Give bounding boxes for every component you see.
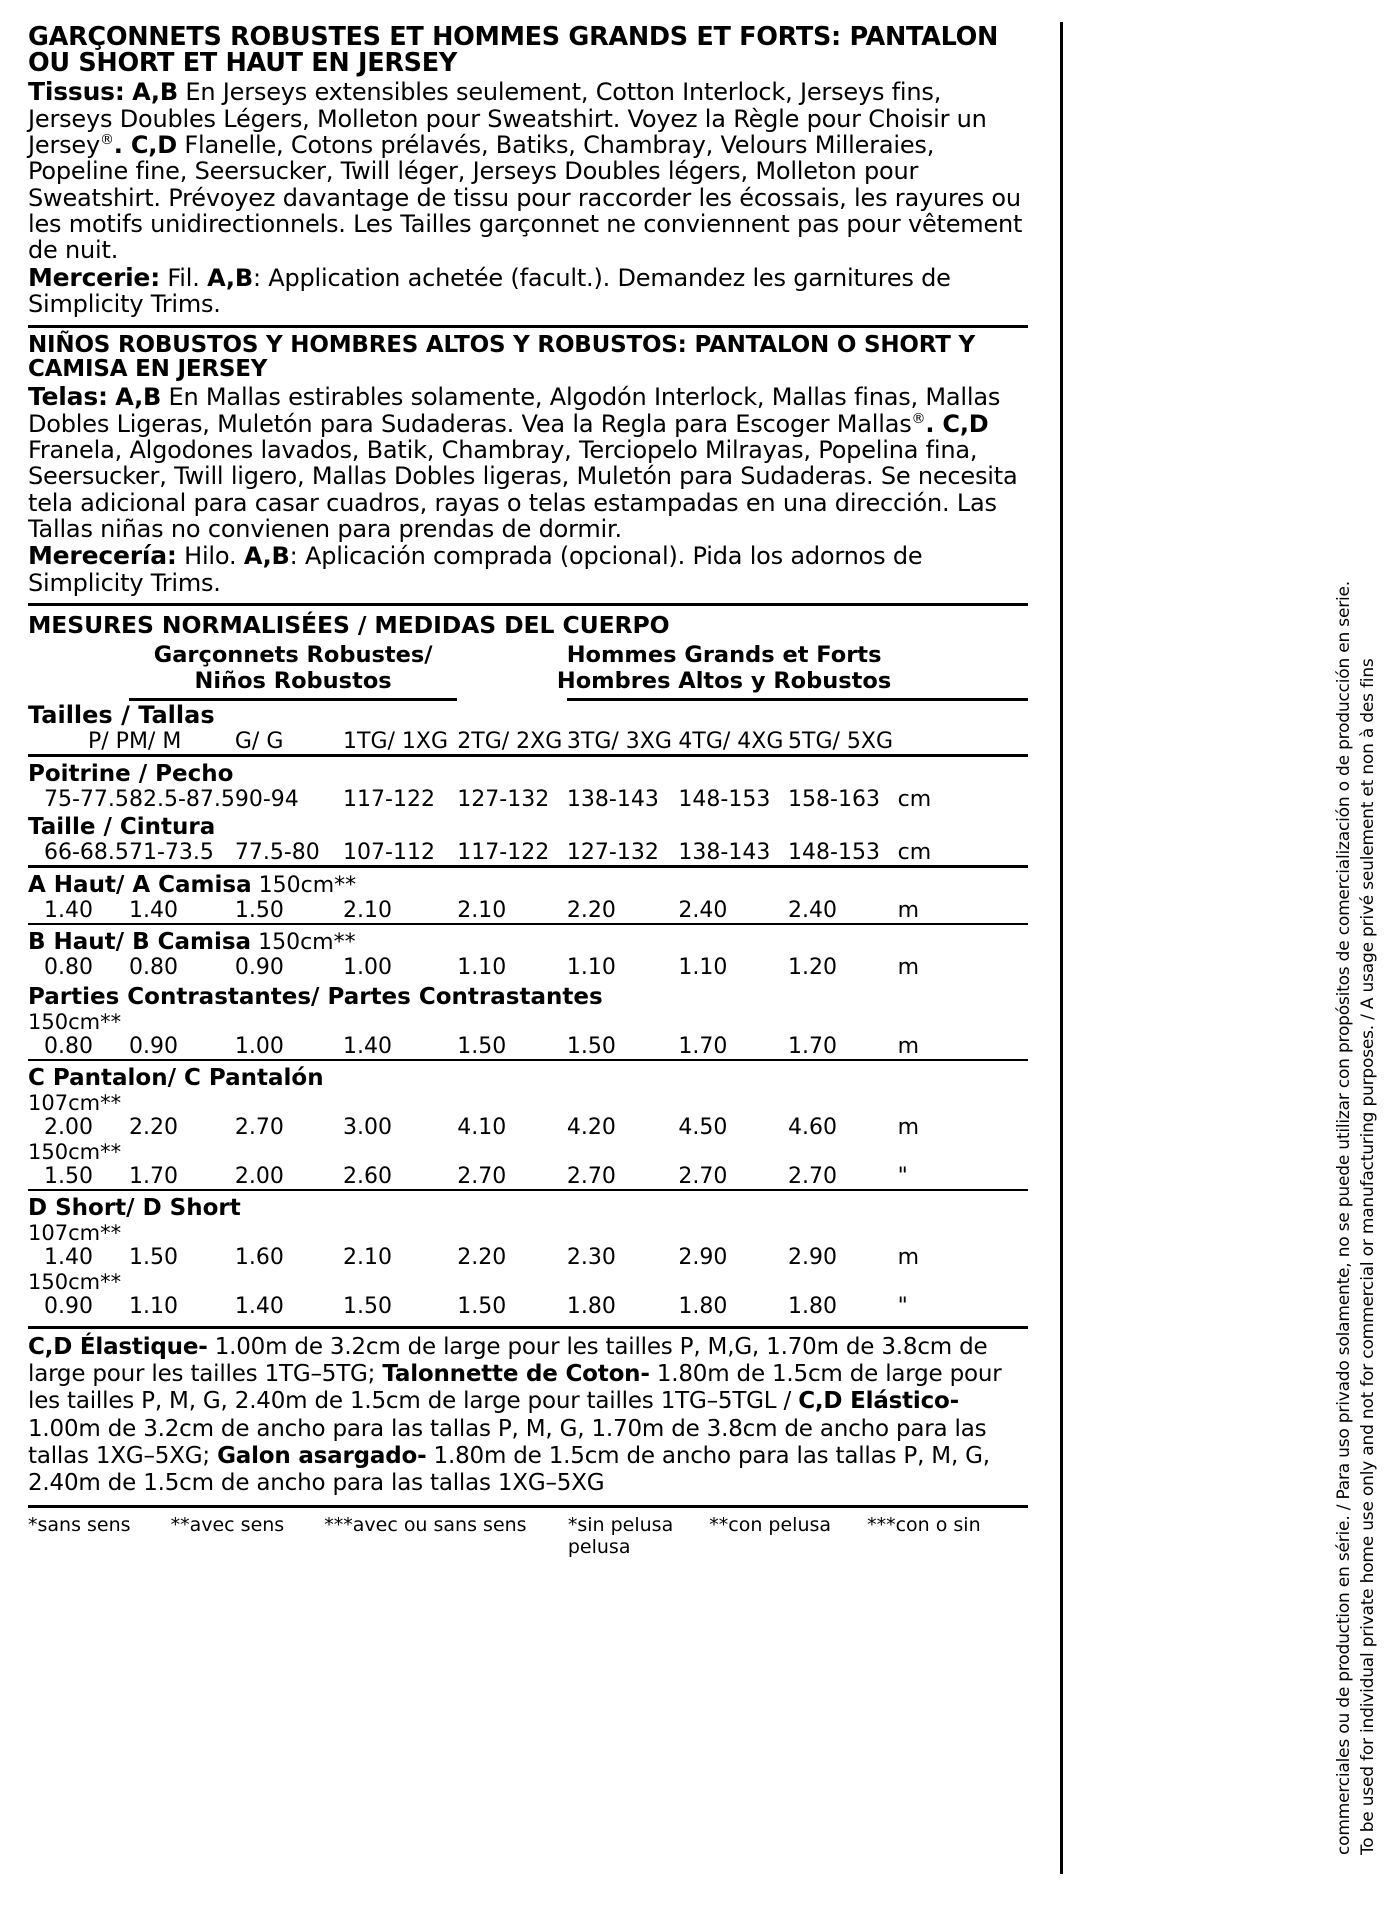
- table-row: [28, 1294, 1028, 1319]
- elastic-label-es: C,D Elástico-: [798, 1388, 959, 1415]
- waist-value-7: 148-153: [788, 840, 880, 866]
- chest-value-3: 117-122: [343, 787, 435, 813]
- divider-before-footnotes: [28, 1505, 1028, 1508]
- chest-value-5: 138-143: [566, 787, 659, 813]
- spanish-fabric-paragraph: [28, 383, 1028, 542]
- french-notions-paragraph: [28, 264, 1028, 318]
- d-short-b-value-6: 1.80: [678, 1294, 728, 1320]
- footnote-es-1: **con pelusa: [709, 1513, 832, 1536]
- a-top-value-2: 1.50: [234, 898, 284, 924]
- contrast-value-1: 0.90: [128, 1034, 178, 1060]
- size-columns-row: [28, 729, 1028, 756]
- b-top-unit: m: [897, 955, 920, 981]
- b-top-value-6: 1.10: [678, 955, 728, 981]
- row-prefix-c-pants-1: [28, 1091, 1028, 1115]
- registered-mark-icon: ®: [99, 131, 114, 148]
- side-legal-line-1: To be used for individual private home use only and not for commercial or manufacturing purposes. / A usage privé seulement et non à des fins: [1358, 658, 1378, 1855]
- spanish-notions-label: Merecería:: [28, 541, 177, 571]
- divider-after-french: [28, 325, 1028, 328]
- size-col-3: 1TG/ 1XG: [343, 729, 449, 755]
- label-chest: Poitrine / Pecho: [28, 756, 1028, 788]
- contrast-width-0: 150cm**: [28, 1010, 122, 1035]
- size-col-7: 5TG/ 5XG: [788, 729, 894, 755]
- spanish-fabric-label: Telas:: [28, 382, 108, 412]
- size-col-0: P/ P: [88, 729, 129, 755]
- sizes-title-row: [28, 700, 1028, 730]
- twill-tape-label-fr: Talonnette de Coton-: [382, 1361, 650, 1388]
- c-pants-b-value-4: 2.70: [457, 1164, 507, 1190]
- group-header-boys: [129, 643, 457, 695]
- row-prefix-contrast: [28, 1010, 1028, 1034]
- chest-value-7: 158-163: [788, 787, 880, 813]
- c-pants-a-value-2: 2.70: [234, 1115, 284, 1141]
- size-col-6: 4TG/ 4XG: [678, 729, 784, 755]
- d-short-b-value-7: 1.80: [788, 1294, 837, 1320]
- spanish-notions-codes: A,B: [243, 542, 290, 571]
- label-a-top-width: 150cm**: [258, 873, 357, 899]
- label-a-top: [28, 867, 1028, 899]
- row-label-a-top: [28, 867, 1028, 899]
- table-row: [28, 1164, 1028, 1190]
- chest-value-6: 148-153: [678, 787, 771, 813]
- footnotes: [28, 1514, 1028, 1558]
- b-top-value-1: 0.80: [128, 955, 178, 981]
- group-header-row: [28, 643, 1028, 695]
- table-row: [28, 840, 1028, 867]
- a-top-value-7: 2.40: [788, 898, 837, 924]
- spanish-notions-text-3: : Aplicación comprada (opcional). Pida los adornos de Simplicity Trims.: [28, 542, 923, 597]
- contrast-value-4: 1.50: [457, 1034, 507, 1060]
- d-short-a-value-5: 2.30: [566, 1245, 616, 1271]
- spanish-fabric-text-2: En Mallas estirables solamente, Algodón Interlock, Mallas finas, Mallas Dobles Ligeras, Muletón para Sudaderas. Vea la Regla para Escoger Mallas: [28, 383, 1001, 438]
- row-label-contrast: [28, 980, 1028, 1010]
- french-fabric-label: Tissus:: [28, 77, 125, 106]
- divider-before-elastic: [28, 1326, 1028, 1329]
- french-notions-text-1: Fil.: [160, 263, 208, 292]
- c-pants-a-value-3: 3.00: [343, 1115, 392, 1141]
- row-prefix-d-short-1: [28, 1221, 1028, 1245]
- divider-after-spanish: [28, 603, 1028, 606]
- french-fabric-text-2: En Jerseys extensibles seulement, Cotton Interlock, Jerseys fins, Jerseys Doubles Légers, Molleton pour Sweatshirt. Voyez la Règle pour Choisir un Jersey: [28, 78, 987, 159]
- d-short-b-value-1: 1.10: [128, 1294, 178, 1320]
- twill-tape-text-fr: 1.80m de 1.5cm de large pour les tailles P, M, G, 2.40m de 1.5cm de large pour tailles 1TG–5TGL /: [28, 1361, 1002, 1415]
- contrast-value-2: 1.00: [234, 1034, 284, 1060]
- footnotes-spanish: [568, 1514, 1028, 1558]
- b-top-value-7: 1.20: [788, 955, 837, 981]
- elastic-note: [28, 1334, 1028, 1497]
- french-fabric-text-4: Flanelle, Cotons prélavés, Batiks, Chambray, Velours Milleraies, Popeline fine, Seersucker, Twill léger, Jerseys Doubles légers, Molleton pour Sweatshirt. Prévoyez davantage de tissu pour raccorder les écossais, les rayures ou les motifs unidirectionnels. Les Tailles garçonnet ne conviennent pas pour vêtement de nuit.: [28, 130, 1023, 265]
- waist-value-2: 77.5-80: [234, 840, 320, 866]
- row-label-chest: [28, 756, 1028, 788]
- d-short-b-value-0: 0.90: [44, 1294, 93, 1320]
- row-prefix-d-short-2: [28, 1270, 1028, 1294]
- french-notions-text-3: : Application achetée (facult.). Demandez les garnitures de Simplicity Trims.: [28, 263, 951, 319]
- french-fabric-paragraph: [28, 78, 1028, 264]
- b-top-value-3: 1.00: [343, 955, 392, 981]
- c-pants-b-value-5: 2.70: [566, 1164, 616, 1190]
- d-short-b-value-3: 1.50: [343, 1294, 392, 1320]
- d-short-b-value-5: 1.80: [566, 1294, 616, 1320]
- a-top-unit: m: [897, 898, 920, 924]
- contrast-unit: m: [897, 1034, 920, 1060]
- table-row: [28, 787, 1028, 812]
- group-header-boys-line1: Garçonnets Robustes/: [153, 642, 433, 669]
- french-fabric-codes-1: A,B: [132, 78, 178, 106]
- side-legal-notice: [1318, 40, 1382, 1870]
- chest-value-0: 75-77.5: [44, 787, 129, 813]
- label-a-top-text: A Haut/ A Camisa: [28, 872, 252, 899]
- waist-value-4: 117-122: [457, 840, 550, 866]
- d-short-width-0: 107cm**: [28, 1221, 122, 1246]
- footnotes-french: [28, 1514, 568, 1558]
- elastic-label-fr: C,D Élastique-: [28, 1334, 208, 1361]
- measurements-table: [28, 643, 1028, 1319]
- waist-value-1: 71-73.5: [128, 840, 214, 866]
- c-pants-a-value-4: 4.10: [457, 1115, 507, 1141]
- twill-tape-text-es: 1.80m de 1.5cm de ancho para las tallas P, M, G, 2.40m de 1.5cm de ancho para las tallas 1XG–5XG: [28, 1442, 990, 1496]
- label-d-short: D Short/ D Short: [28, 1190, 1028, 1221]
- spanish-notions-paragraph: [28, 542, 1028, 596]
- contrast-value-7: 1.70: [788, 1034, 837, 1060]
- sizes-title: Tailles / Tallas: [28, 701, 215, 730]
- waist-value-3: 107-112: [343, 840, 435, 866]
- table-row: [28, 1115, 1028, 1140]
- group-header-men-line1: Hommes Grands et Forts: [566, 642, 882, 669]
- waist-unit: cm: [897, 840, 932, 866]
- a-top-value-3: 2.10: [343, 898, 392, 924]
- d-short-a-value-2: 1.60: [234, 1245, 284, 1271]
- row-label-waist: [28, 812, 1028, 840]
- french-heading: GARÇONNETS ROBUSTES ET HOMMES GRANDS ET FORTS: PANTALON OU SHORT ET HAUT EN JERSEY: [28, 22, 999, 78]
- a-top-value-4: 2.10: [457, 898, 507, 924]
- footnote-fr-2: ***avec ou sans sens: [324, 1513, 527, 1536]
- spanish-notions-text-1: Hilo.: [176, 542, 244, 571]
- french-notions-codes: A,B: [207, 263, 253, 292]
- d-short-a-value-3: 2.10: [343, 1245, 392, 1271]
- c-pants-a-unit: m: [897, 1115, 920, 1141]
- table-row: [28, 1034, 1028, 1060]
- size-col-5: 3TG/ 3XG: [566, 729, 672, 755]
- label-contrast: Parties Contrastantes/ Partes Contrastantes: [28, 984, 603, 1011]
- registered-mark-icon-2: ®: [911, 410, 926, 427]
- a-top-value-0: 1.40: [44, 898, 93, 924]
- label-b-top: [28, 924, 1028, 955]
- c-pants-a-value-7: 4.60: [788, 1115, 837, 1141]
- group-header-boys-line2: Niños Robustos: [194, 667, 392, 694]
- b-top-value-0: 0.80: [44, 955, 93, 981]
- a-top-value-5: 2.20: [566, 898, 616, 924]
- waist-value-0: 66-68.5: [44, 840, 129, 866]
- contrast-value-0: 0.80: [44, 1034, 93, 1060]
- chest-value-1: 82.5-87.5: [128, 787, 235, 813]
- elastic-text-fr: 1.00m de 3.2cm de large pour les tailles P, M,G, 1.70m de 3.8cm de large pour les tailles 1TG–5TG;: [28, 1334, 988, 1388]
- elastic-text-es: 1.00m de 3.2cm de ancho para las tallas P, M, G, 1.70m de 3.8cm de ancho para las tallas 1XG–5XG;: [28, 1415, 987, 1469]
- vertical-divider: [1060, 22, 1063, 1874]
- label-waist: Taille / Cintura: [28, 814, 216, 841]
- c-pants-b-value-1: 1.70: [128, 1164, 178, 1190]
- chest-value-4: 127-132: [457, 787, 550, 813]
- c-pants-b-unit: ": [897, 1164, 908, 1190]
- contrast-value-6: 1.70: [678, 1034, 728, 1060]
- d-short-a-value-1: 1.50: [128, 1245, 178, 1271]
- row-label-c-pants: [28, 1060, 1028, 1091]
- footnote-es-2: ***con o sin pelusa: [567, 1513, 981, 1558]
- d-short-a-value-4: 2.20: [457, 1245, 507, 1271]
- size-col-1: M/ M: [128, 729, 182, 755]
- side-legal-line-2: commerciales ou de production en série. / Para uso privado solamente, no se puede utilizar con propósitos de comercialización o de producción en serie.: [1334, 581, 1354, 1855]
- c-pants-b-value-0: 1.50: [44, 1164, 93, 1190]
- footnote-es-0: *sin pelusa: [567, 1513, 674, 1536]
- c-pants-b-value-6: 2.70: [678, 1164, 728, 1190]
- c-pants-b-value-3: 2.60: [343, 1164, 392, 1190]
- main-content: [28, 24, 1028, 1558]
- footnote-fr-1: **avec sens: [170, 1513, 285, 1536]
- c-pants-width-0: 107cm**: [28, 1091, 122, 1116]
- c-pants-a-value-1: 2.20: [128, 1115, 178, 1141]
- footnote-fr-0: *sans sens: [28, 1513, 131, 1536]
- contrast-value-3: 1.40: [343, 1034, 392, 1060]
- row-label-b-top: [28, 924, 1028, 955]
- row-prefix-c-pants-2: [28, 1140, 1028, 1164]
- d-short-a-value-7: 2.90: [788, 1245, 837, 1271]
- c-pants-a-value-0: 2.00: [44, 1115, 93, 1141]
- c-pants-a-value-5: 4.20: [566, 1115, 616, 1141]
- c-pants-width-1: 150cm**: [28, 1140, 122, 1165]
- d-short-a-value-6: 2.90: [678, 1245, 728, 1271]
- label-b-top-width: 150cm**: [258, 930, 356, 956]
- c-pants-b-value-2: 2.00: [234, 1164, 284, 1190]
- spanish-heading: NIÑOS ROBUSTOS Y HOMBRES ALTOS Y ROBUSTOS: PANTALON O SHORT Y CAMISA EN JERSEY: [28, 331, 975, 382]
- spanish-fabric-text-4: Franela, Algodones lavados, Batik, Chambray, Terciopelo Milrayas, Popelina fina, Seersucker, Twill ligero, Mallas Dobles ligeras, Muletón para Sudaderas. Se necesita tela adicional para casar cuadros, rayas o telas estampadas en una dirección. Las Tallas niñas no convienen para prendas de dormir.: [28, 435, 1018, 544]
- d-short-width-1: 150cm**: [28, 1270, 122, 1295]
- a-top-value-6: 2.40: [678, 898, 728, 924]
- french-notions-label: Mercerie:: [28, 262, 160, 292]
- c-pants-a-value-6: 4.50: [678, 1115, 728, 1141]
- spanish-fabric-codes-2: . C,D: [925, 409, 989, 438]
- d-short-b-value-4: 1.50: [457, 1294, 507, 1320]
- group-header-men: [457, 643, 991, 695]
- c-pants-b-value-7: 2.70: [788, 1164, 837, 1190]
- chest-unit: cm: [897, 787, 932, 813]
- french-fabric-codes-2: . C,D: [113, 130, 177, 159]
- d-short-b-unit: ": [897, 1294, 908, 1320]
- size-col-2: G/ G: [234, 729, 284, 755]
- d-short-b-value-2: 1.40: [234, 1294, 284, 1320]
- chest-value-2: 90-94: [234, 787, 299, 813]
- a-top-value-1: 1.40: [128, 898, 178, 924]
- spanish-fabric-codes-1: A,B: [115, 383, 162, 412]
- table-row: [28, 955, 1028, 980]
- label-c-pants: C Pantalon/ C Pantalón: [28, 1060, 1028, 1091]
- table-row: [28, 1245, 1028, 1270]
- waist-value-5: 127-132: [566, 840, 659, 866]
- size-col-4: 2TG/ 2XG: [457, 729, 563, 755]
- twill-tape-label-es: Galon asargado-: [217, 1442, 427, 1469]
- measurements-title: MESURES NORMALISÉES / MEDIDAS DEL CUERPO: [28, 611, 670, 640]
- d-short-a-value-0: 1.40: [44, 1245, 93, 1271]
- label-b-top-text: B Haut/ B Camisa: [28, 929, 252, 956]
- b-top-value-5: 1.10: [566, 955, 616, 981]
- contrast-value-5: 1.50: [566, 1034, 616, 1060]
- d-short-a-unit: m: [897, 1245, 920, 1271]
- b-top-value-4: 1.10: [457, 955, 507, 981]
- b-top-value-2: 0.90: [234, 955, 284, 981]
- group-header-men-line2: Hombres Altos y Robustos: [556, 667, 892, 694]
- waist-value-6: 138-143: [678, 840, 771, 866]
- row-label-d-short: [28, 1190, 1028, 1221]
- table-row: [28, 898, 1028, 924]
